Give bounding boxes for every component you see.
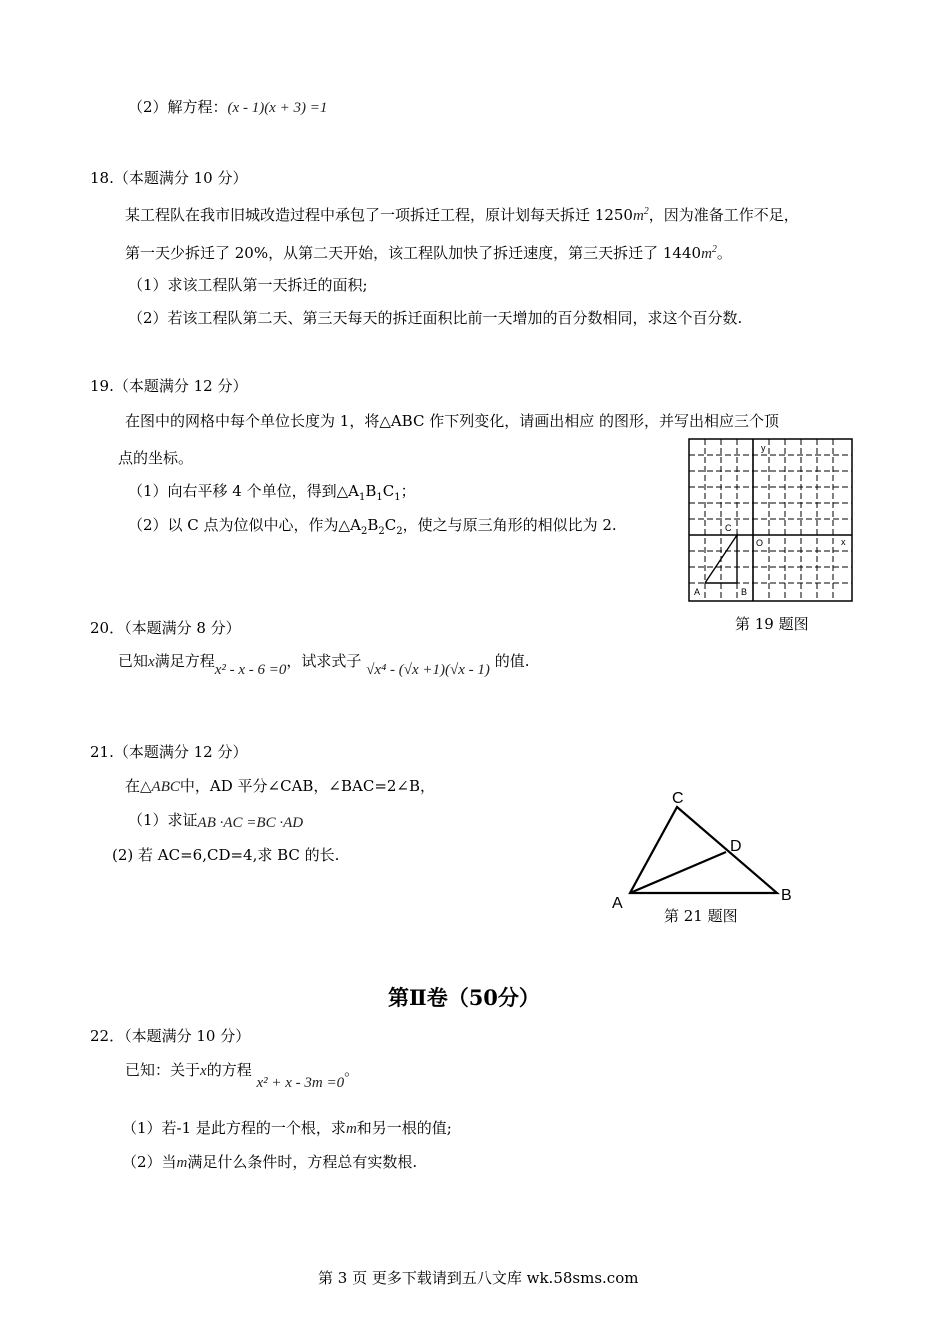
q20-text-a: 已知 [118, 652, 149, 670]
q18-line1-text: 某工程队在我市旧城改造过程中承包了一项拆迁工程，原计划每天拆迁 1250 [125, 206, 633, 224]
point-c-label: C [725, 523, 732, 533]
q22-part1-var-m: m [345, 1121, 357, 1137]
q18-unit-1: m [632, 208, 644, 224]
q18-part2: （2）若该工程队第二天、第三天每天的拆迁面积比前一天增加的百分数相同，求这个百分数. [128, 309, 743, 327]
q19-part1-end: ； [400, 482, 416, 500]
q19-part2-text: （2）以 C 点为位似中心，作为△A [128, 516, 361, 534]
q22-text-a: 已知：关于 [125, 1061, 201, 1079]
q19-grid-figure [686, 436, 856, 604]
q19-part1-b: B [365, 482, 377, 500]
q20-var-x: x [148, 654, 155, 670]
q22-text-b: 的方程 [206, 1061, 252, 1079]
q19-part2 [128, 515, 617, 542]
q20-line [118, 651, 530, 678]
q18-unit-1-exponent: 2 [643, 206, 649, 217]
q18-unit-2-exponent: 2 [711, 244, 717, 255]
q19-part1-sub-c: 1 [394, 492, 401, 503]
q22-line1 [125, 1060, 360, 1091]
grid-border [689, 439, 852, 601]
q19-part2-end: ，使之与原三角形的相似比为 2. [402, 516, 617, 534]
q20-expression: √x⁴ - (√x +1)(√x - 1) [366, 662, 490, 678]
axis-y-label: y [761, 443, 766, 453]
q17-part2-equation: (x - 1)(x + 3) =1 [227, 100, 328, 116]
q21-text-b: 中，AD 平分∠CAB，∠BAC=2∠B， [179, 777, 436, 795]
triangle-abc [630, 807, 777, 893]
q22-part2-text-b: 满足什么条件时，方程总有实数根. [187, 1153, 418, 1171]
q18-header: 18.（本题满分 10 分） [90, 169, 248, 187]
q17-part2-line [128, 97, 327, 118]
q22-text-end: 。 [344, 1061, 360, 1079]
point-a-label: A [694, 587, 701, 597]
q20-header: 20．（本题满分 8 分） [90, 619, 241, 637]
q22-equation: x² + x - 3m =0 [256, 1075, 345, 1091]
q19-part1-text: （1）向右平移 4 个单位，得到△A [128, 482, 359, 500]
point-b-label: B [741, 587, 748, 597]
q19-caption: 第 19 题图 [735, 615, 809, 633]
q19-part1-sub-b: 1 [376, 492, 383, 503]
q19-line1: 在图中的网格中每个单位长度为 1，将△ABC 作下列变化，请画出相应 的图形，并写出相应三个顶 [125, 412, 779, 430]
bisector-ad [630, 852, 726, 893]
vertex-b-label: B [781, 887, 792, 904]
q20-text-d: 的值. [494, 652, 530, 670]
q22-part1-text-a: （1）若-1 是此方程的一个根，求 [122, 1119, 346, 1137]
q19-part1-c: C [382, 482, 395, 500]
q18-line1 [125, 202, 799, 226]
q18-line2-tail: 。 [716, 244, 732, 262]
q21-part1-equation: AB ·AC =BC ·AD [197, 815, 304, 831]
origin-label: O [756, 538, 764, 548]
q19-part1 [128, 481, 416, 508]
q20-text-b: 满足方程 [154, 652, 215, 670]
q22-part2-text-a: （2）当 [122, 1153, 177, 1171]
q22-part2-var-m: m [176, 1155, 188, 1171]
q19-part2-c: C [384, 516, 397, 534]
q19-part1-sub-a: 1 [359, 492, 366, 503]
vertex-a-label: A [612, 895, 623, 912]
q19-part2-b: B [367, 516, 379, 534]
q21-header: 21.（本题满分 12 分） [90, 743, 248, 761]
q21-line1 [125, 776, 435, 797]
vertex-c-label: C [672, 790, 684, 807]
q21-triangle-figure [605, 785, 805, 915]
q19-part2-sub-a: 2 [360, 526, 368, 537]
q18-line2-text: 第一天少拆迁了 20%，从第二天开始，该工程队加快了拆迁速度，第三天拆迁了 1440 [125, 244, 702, 262]
q21-triangle: △ABC [140, 779, 180, 795]
q22-part1-text-b: 和另一根的值; [356, 1119, 452, 1137]
q21-part1 [128, 810, 303, 831]
q18-part1: （1）求该工程队第一天拆迁的面积; [128, 276, 368, 294]
q20-equation: x² - x - 6 =0 [214, 662, 287, 678]
q21-caption: 第 21 题图 [664, 907, 738, 925]
section-2-title: 第Ⅱ卷（50分） [388, 985, 540, 1010]
q18-line1-tail: ，因为准备工作不足， [648, 206, 799, 224]
point-d-label: D [730, 838, 742, 855]
q21-text-a: 在 [125, 777, 141, 795]
q22-header: 22．（本题满分 10 分） [90, 1027, 251, 1045]
q19-part2-sub-c: 2 [396, 526, 403, 537]
q18-unit-2: m [701, 246, 712, 262]
page-footer: 第 3 页 更多下载请到五八文库 wk.58sms.com [318, 1269, 639, 1287]
q19-header: 19.（本题满分 12 分） [90, 377, 248, 395]
q19-part2-sub-b: 2 [378, 526, 385, 537]
q18-line2 [125, 240, 732, 264]
q20-text-c: ，试求式子 [286, 652, 362, 670]
axis-x-label: x [841, 537, 846, 547]
q22-part2 [122, 1152, 417, 1173]
q21-part2: (2) 若 AC=6,CD=4,求 BC 的长. [112, 846, 340, 864]
q22-var-x: x [200, 1063, 207, 1079]
q17-part2-label: （2）解方程： [128, 98, 228, 116]
q19-line2: 点的坐标。 [118, 449, 194, 467]
q22-part1 [122, 1118, 452, 1139]
q21-part1-text: （1）求证 [128, 811, 198, 829]
